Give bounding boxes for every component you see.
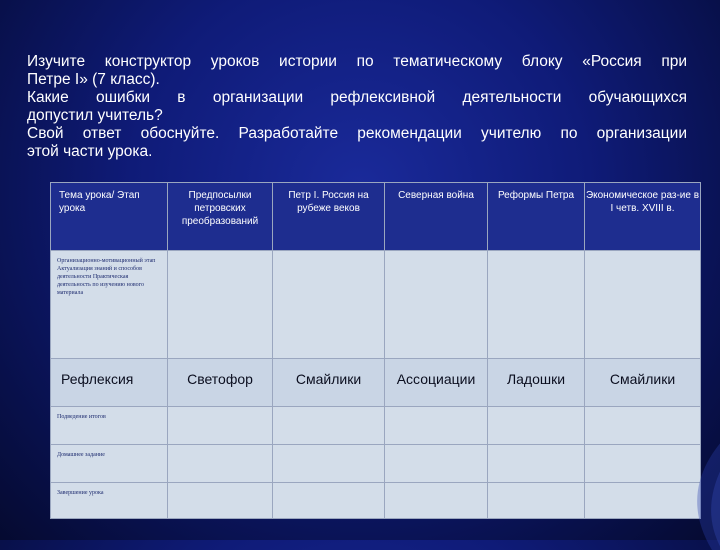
table-cell: Смайлики	[585, 359, 701, 407]
task-line: Свой ответ обоснуйте. Разработайте рекомендации учителю по организации	[27, 125, 687, 142]
header-cell: Реформы Петра	[488, 183, 585, 251]
row-label: Домашнее задание	[51, 445, 168, 483]
table-cell	[385, 407, 488, 445]
table-cell	[385, 251, 488, 359]
table-cell	[168, 483, 273, 519]
table-row	[51, 407, 701, 445]
task-line: допустил учитель?	[27, 107, 163, 124]
table-cell	[385, 483, 488, 519]
table-cell	[273, 251, 385, 359]
task-line: Какие ошибки в организации рефлексивной деятельности обучающихся	[27, 89, 687, 106]
task-line: Петре I» (7 класс).	[27, 71, 160, 88]
table-cell: Смайлики	[273, 359, 385, 407]
table-cell	[488, 251, 585, 359]
table-header-row	[51, 183, 701, 251]
header-cell: Экономическое раз-ие в I четв. XVIII в.	[585, 183, 701, 251]
table-cell	[585, 483, 701, 519]
header-cell: Предпосылки петровских преобразований	[168, 183, 273, 251]
table-cell	[585, 407, 701, 445]
table-cell	[273, 407, 385, 445]
table-cell	[488, 445, 585, 483]
reflection-row	[51, 359, 701, 407]
table-cell	[273, 483, 385, 519]
task-line: этой части урока.	[27, 143, 153, 160]
table-row	[51, 251, 701, 359]
table-cell	[385, 445, 488, 483]
table-cell	[168, 445, 273, 483]
table-row	[51, 445, 701, 483]
lesson-constructor-table	[50, 182, 701, 519]
table-cell: Светофор	[168, 359, 273, 407]
table-cell	[168, 251, 273, 359]
table-cell	[585, 445, 701, 483]
row-label: Завершение урока	[51, 483, 168, 519]
table-cell	[488, 407, 585, 445]
task-text	[27, 53, 687, 161]
table-cell	[488, 483, 585, 519]
task-line: Изучите конструктор уроков истории по тематическому блоку «Россия при	[27, 53, 687, 70]
header-cell: Петр I. Россия на рубеже веков	[273, 183, 385, 251]
table-cell: Ассоциации	[385, 359, 488, 407]
table-cell	[273, 445, 385, 483]
stages-label: Организационно-мотивационный этап Актуализация знаний и способов деятельности Практическая деятельность по изучению нового материала	[51, 251, 168, 359]
reflection-label: Рефлексия	[51, 359, 168, 407]
table-cell: Ладошки	[488, 359, 585, 407]
header-cell: Северная война	[385, 183, 488, 251]
row-label: Подведение итогов	[51, 407, 168, 445]
table-cell	[585, 251, 701, 359]
table-row	[51, 483, 701, 519]
table-cell	[168, 407, 273, 445]
header-cell-topic: Тема урока/ Этап урока	[51, 183, 168, 251]
